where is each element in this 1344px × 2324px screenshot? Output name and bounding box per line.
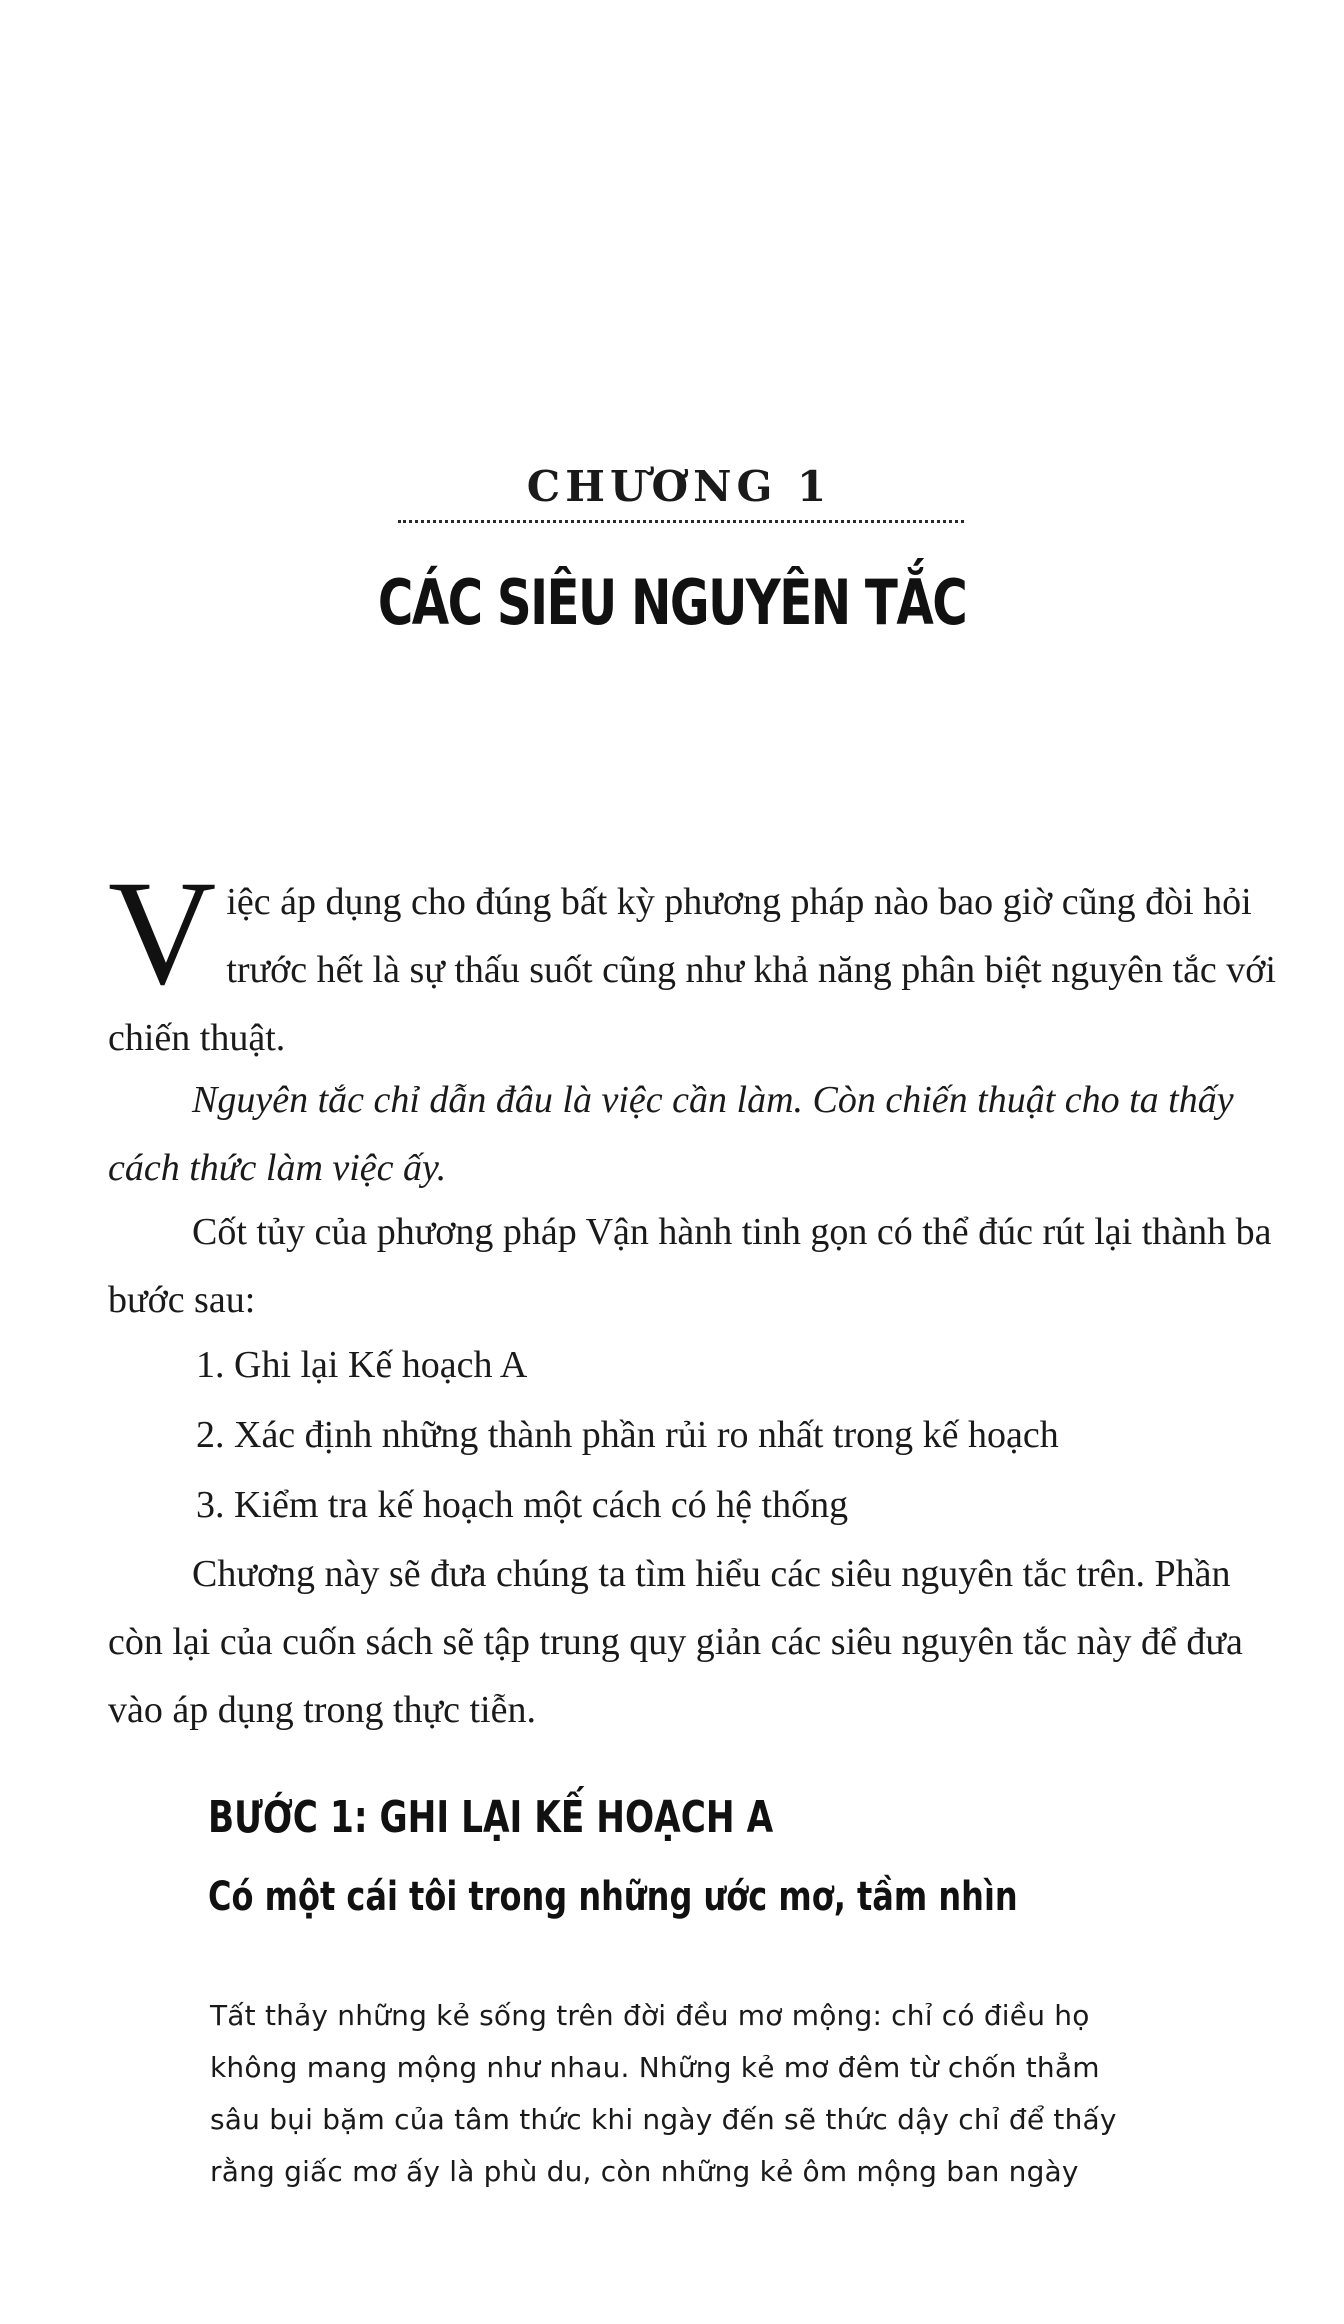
intro-paragraph-4: Chương này sẽ đưa chúng ta tìm hiểu các siêu nguyên tắc trên. Phần còn lại của cuốn sách sẽ tập trung quy giản các siêu nguyên tắc này để đưa vào áp dụng trong thực tiễn.	[108, 1553, 1243, 1731]
chapter-divider	[398, 520, 964, 523]
quote-line: sâu bụi bặm của tâm thức khi ngày đến sẽ thức dậy chỉ để thấy	[210, 2103, 1117, 2136]
list-item: 1. Ghi lại Kế hoạch A	[196, 1344, 528, 1386]
list-item: 2. Xác định những thành phần rủi ro nhất trong kế hoạch	[196, 1414, 1059, 1456]
intro-paragraph-1	[108, 850, 1278, 1072]
quote-line: rằng giấc mơ ấy là phù du, còn những kẻ ôm mộng ban ngày	[210, 2155, 1079, 2188]
section-heading: BƯỚC 1: GHI LẠI KẾ HOẠCH A	[208, 1792, 774, 1843]
epigraph-quote	[210, 1990, 1210, 2198]
quote-line: không mang mộng như nhau. Những kẻ mơ đêm từ chốn thẳm	[210, 2051, 1100, 2084]
intro-paragraph-3: Cốt tủy của phương pháp Vận hành tinh gọn có thể đúc rút lại thành ba bước sau:	[108, 1211, 1272, 1321]
drop-cap: V	[108, 850, 217, 1016]
intro-paragraph-1-text: iệc áp dụng cho đúng bất kỳ phương pháp nào bao giờ cũng đòi hỏi trước hết là sự thấu suốt cũng như khả năng phân biệt nguyên tắc với chiến thuật.	[108, 881, 1276, 1059]
chapter-title: CÁC SIÊU NGUYÊN TẮC	[377, 566, 967, 639]
chapter-label: CHƯƠNG 1	[526, 462, 832, 511]
steps-list	[196, 1330, 1296, 1540]
quote-line: Tất thảy những kẻ sống trên đời đều mơ mộng: chỉ có điều họ	[210, 1999, 1090, 2032]
intro-paragraph-2: Nguyên tắc chỉ dẫn đâu là việc cần làm. Còn chiến thuật cho ta thấy cách thức làm việc ấy.	[108, 1079, 1234, 1189]
list-item: 3. Kiểm tra kế hoạch một cách có hệ thống	[196, 1484, 849, 1526]
section-subheading: Có một cái tôi trong những ước mơ, tầm nhìn	[208, 1874, 1018, 1920]
